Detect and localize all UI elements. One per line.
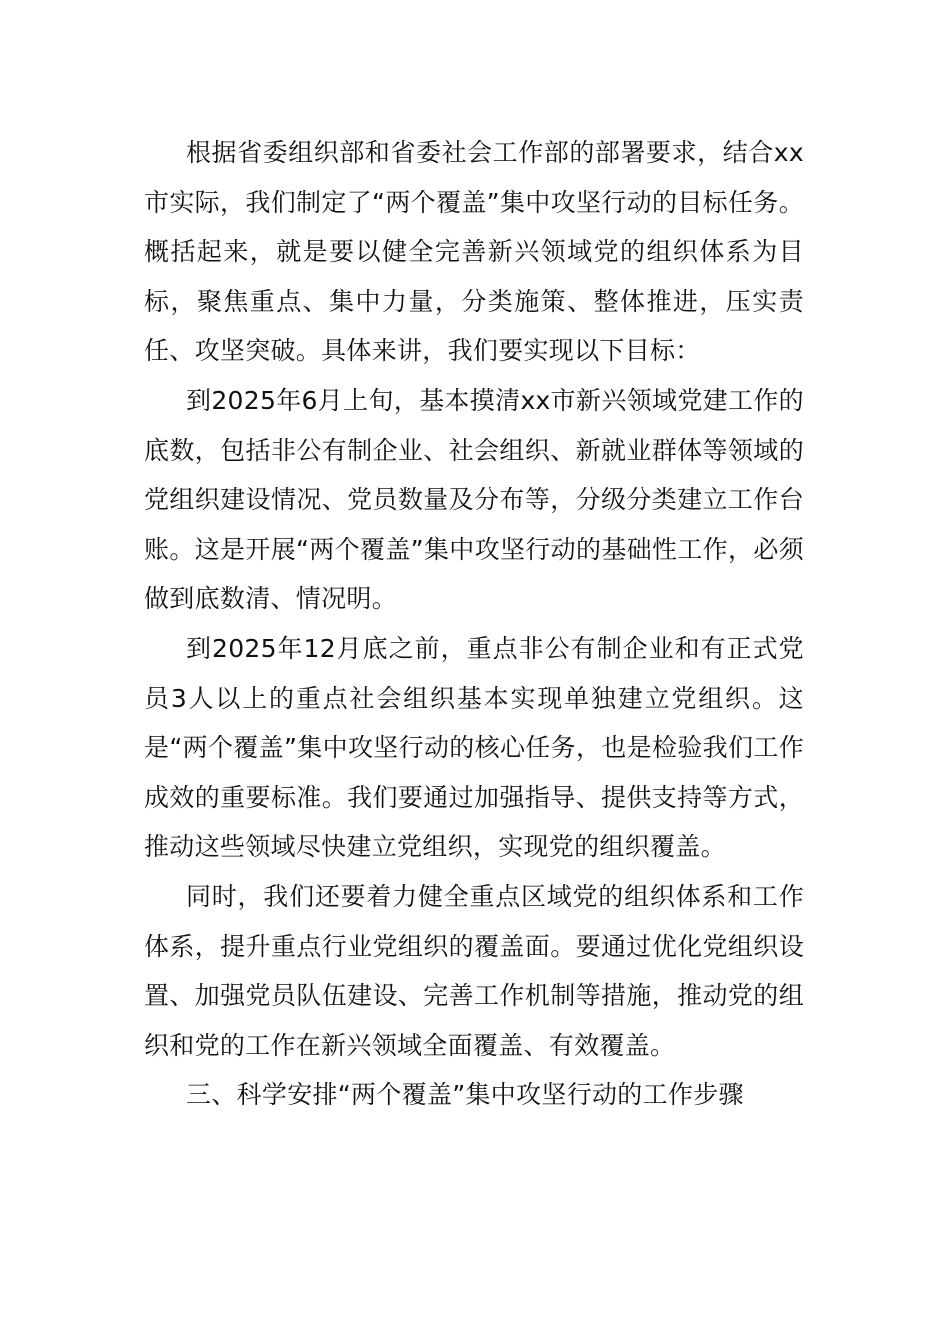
paragraph-system-coverage: 同时，我们还要着力健全重点区域党的组织体系和工作体系，提升重点行业党组织的覆盖面。要通过优化党组织设置、加强党员队伍建设、完善工作机制等措施，推动党的组织和党的工作在新兴领域全面覆盖、有效覆盖。 (144, 881, 804, 1060)
paragraph-target-december: 到2025年12月底之前，重点非公有制企业和有正式党员3人以上的重点社会组织基本实现单独建立党组织。这是“两个覆盖”集中攻坚行动的核心任务，也是检验我们工作成效的重要标准。我们要通过加强指导、提供支持等方式，推动这些领域尽快建立党组织，实现党的组织覆盖。 (144, 633, 804, 862)
section-heading-work-steps: 三、科学安排“两个覆盖”集中攻坚行动的工作步骤 (186, 1080, 744, 1110)
document-body (144, 128, 804, 1120)
paragraph-target-june: 到2025年6月上旬，基本摸清xx市新兴领域党建工作的底数，包括非公有制企业、社会组织、新就业群体等领域的党组织建设情况、党员数量及分布等，分级分类建立工作台账。这是开展“两个覆盖”集中攻坚行动的基础性工作，必须做到底数清、情况明。 (144, 385, 804, 614)
paragraph-goal-intro: 根据省委组织部和省委社会工作部的部署要求，结合xx市实际，我们制定了“两个覆盖”集中攻坚行动的目标任务。概括起来，就是要以健全完善新兴领域党的组织体系为目标，聚焦重点、集中力量，分类施策、整体推进，压实责任、攻坚突破。具体来讲，我们要实现以下目标： (144, 138, 804, 366)
